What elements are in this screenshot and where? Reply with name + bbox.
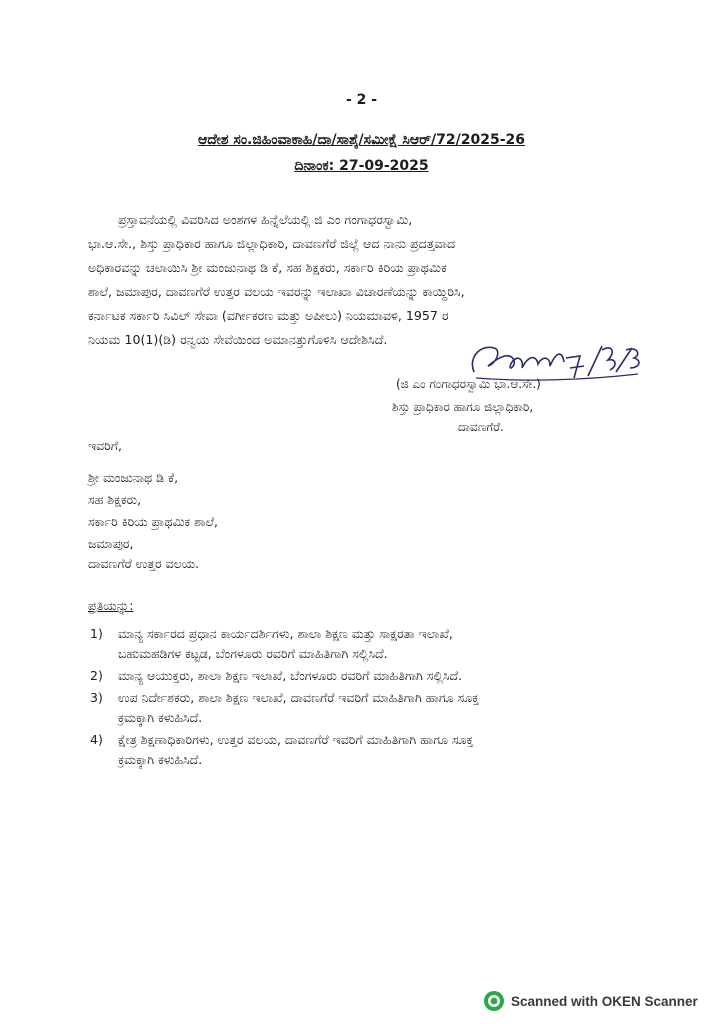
body-line: ನಿಯಮ 10(1)(ಡಿ) ರನ್ವಯ ಸೇವೆಯಿಂದ ಅಮಾನತ್ತುಗೊಳಿಸಿ ಆದೇಶಿಸಿದೆ. [88,332,388,347]
order-number: ಆದೇಶ ಸಂ.ಜಿಹಿಂವಾಕಾಹಿ/ದಾ/ಸಾಶ್ಕೆ/ಸಮೀಕ್ಷೆ ಸಿಆರ್/72/2025-26 [198,132,525,148]
copy-item-text: ಮಾನ್ಯ ಆಯುಕ್ತರು, ಶಾಲಾ ಶಿಕ್ಷಣ ಇಲಾಖೆ, ಬೆಂಗಳೂರು ರವರಿಗೆ ಮಾಹಿತಿಗಾಗಿ ಸಲ್ಲಿಸಿದೆ. [118,668,463,683]
body-line: ಪ್ರಸ್ತಾವನೆಯಲ್ಲಿ ವಿವರಿಸಿದ ಅಂಶಗಳ ಹಿನ್ನೆಲೆಯಲ್ಲಿ ಜಿ ಎಂ ಗಂಗಾಧರಸ್ವಾಮಿ, [118,212,413,227]
address-line: ಸರ್ಕಾರಿ ಕಿರಿಯ ಪ್ರಾಥಮಿಕ ಶಾಲೆ, [88,514,218,529]
copy-item-text: ಕ್ರಮಕ್ಕಾಗಿ ಕಳುಹಿಸಿದೆ. [118,752,203,767]
copy-item-text: ಮಾನ್ಯ ಸರ್ಕಾರದ ಪ್ರಧಾನ ಕಾರ್ಯದರ್ಶಿಗಳು, ಶಾಲಾ ಶಿಕ್ಷಣ ಮತ್ತು ಸಾಕ್ಷರತಾ ಇಲಾಖೆ, [118,626,453,641]
address-line: ಸಹ ಶಿಕ್ಷಕರು, [88,492,142,507]
address-line: ಶ್ರೀ ಮಂಜುನಾಥ ಡಿ ಕೆ, [88,470,179,485]
copy-item-text: ಉಪ ನಿರ್ದೇಶಕರು, ಶಾಲಾ ಶಿಕ್ಷಣ ಇಲಾಖೆ, ದಾವಣಗೆರೆ ಇವರಿಗೆ ಮಾಹಿತಿಗಾಗಿ ಹಾಗೂ ಸೂಕ್ತ [118,690,479,705]
copy-item-number: 2) [90,668,103,683]
copy-item-text: ಬಹುಮಹಡಿಗಳ ಕಟ್ಟಡ, ಬೆಂಗಳೂರು ರವರಿಗೆ ಮಾಹಿತಿಗಾಗಿ ಸಲ್ಲಿಸಿದೆ. [118,646,388,661]
order-date: ದಿನಾಂಕ: 27-09-2025 [294,158,429,174]
scanner-watermark-text: Scanned with OKEN Scanner [511,993,698,1009]
page-number: - 2 - [345,92,378,108]
body-line: ಕರ್ನಾಟಕ ಸರ್ಕಾರಿ ಸಿವಿಲ್ ಸೇವಾ (ವರ್ಗೀಕರಣ ಮತ್ತು ಅಪೀಲು) ನಿಯಮಾವಳಿ, 1957 ರ [88,308,449,323]
copy-item-text: ಕ್ರಮಕ್ಕಾಗಿ ಕಳುಹಿಸಿದೆ. [118,710,203,725]
address-line: ದಾವಣಗೆರೆ ಉತ್ತರ ವಲಯ. [88,556,200,571]
signatory-place: ದಾವಣಗೆರೆ. [458,420,504,434]
body-line: ಅಧಿಕಾರವನ್ನು ಚಲಾಯಿಸಿ ಶ್ರೀ ಮಂಜುನಾಥ ಡಿ ಕೆ, ಸಹ ಶಿಕ್ಷಕರು, ಸರ್ಕಾರಿ ಕಿರಿಯ ಪ್ರಾಥಮಿಕ [88,260,447,275]
scanner-watermark [483,990,698,1012]
copy-item-number: 4) [90,732,103,747]
copy-item-text: ಕ್ಷೇತ್ರ ಶಿಕ್ಷಣಾಧಿಕಾರಿಗಳು, ಉತ್ತರ ವಲಯ, ದಾವಣಗೆರೆ ಇವರಿಗೆ ಮಾಹಿತಿಗಾಗಿ ಹಾಗೂ ಸೂಕ್ತ [118,732,474,747]
signatory-name: (ಜಿ ಎಂ ಗಂಗಾಧರಸ್ವಾಮಿ ಭಾ.ಆ.ಸೇ.) [396,377,541,391]
body-line: ಭಾ.ಆ.ಸೇ., ಶಿಸ್ತು ಪ್ರಾಧಿಕಾರ ಹಾಗೂ ಜಿಲ್ಲಾಧಿಕಾರಿ, ದಾವಣಗೆರೆ ಜಿಲ್ಲೆ ಆದ ನಾನು ಪ್ರದತ್ತವಾದ [88,236,456,251]
body-line: ಶಾಲೆ, ಜಮಾಪುರ, ದಾವಣಗೆರೆ ಉತ್ತರ ವಲಯ ಇವರನ್ನು ಇಲಾಖಾ ವಿಚಾರಣೆಯನ್ನು ಕಾಯ್ದಿರಿಸಿ, [88,284,465,299]
address-line: ಜಮಾಪುರ, [88,536,134,551]
to-label: ಇವರಿಗೆ, [88,438,122,453]
signatory-designation: ಶಿಸ್ತು ಪ್ರಾಧಿಕಾರ ಹಾಗೂ ಜಿಲ್ಲಾಧಿಕಾರಿ, [392,400,534,414]
copy-item-number: 1) [90,626,103,641]
copy-to-label: ಪ್ರತಿಯನ್ನು: [88,598,134,613]
oken-scanner-logo-icon [483,990,505,1012]
copy-item-number: 3) [90,690,103,705]
